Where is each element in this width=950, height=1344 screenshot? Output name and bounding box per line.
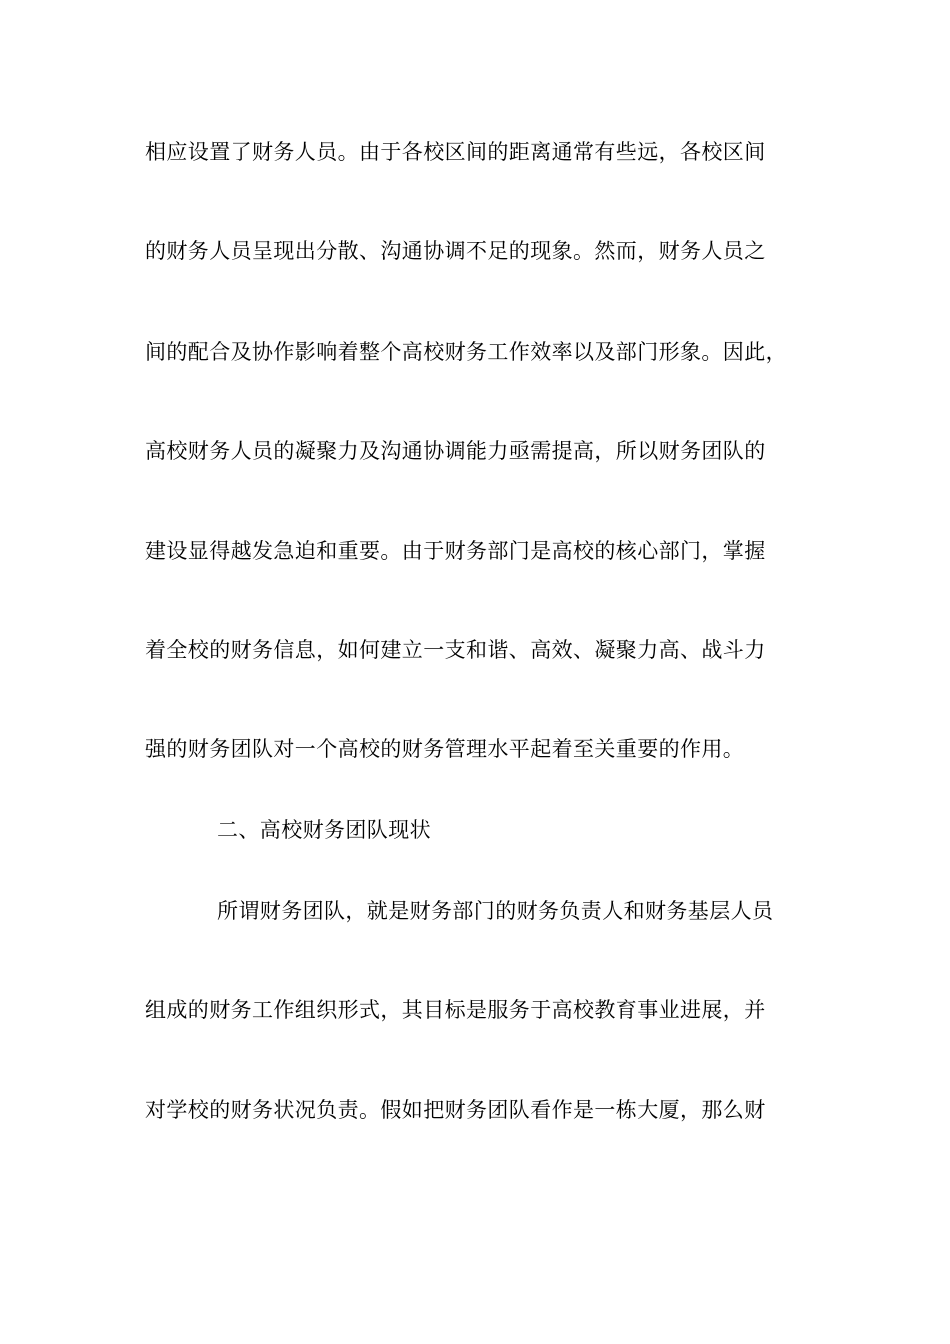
section-heading: 二、高校财务团队现状 [217,818,431,842]
paragraph-line: 对学校的财务状况负责。假如把财务团队看作是一栋大厦，那么财 [145,1098,766,1122]
paragraph-line: 相应设置了财务人员。由于各校区间的距离通常有些远，各校区间 [145,140,766,164]
paragraph-line: 建设显得越发急迫和重要。由于财务部门是高校的核心部门，掌握 [145,539,766,563]
paragraph-line: 的财务人员呈现出分散、沟通协调不足的现象。然而，财务人员之 [145,239,766,263]
paragraph-line: 所谓财务团队，就是财务部门的财务负责人和财务基层人员 [217,899,774,923]
paragraph-line: 高校财务人员的凝聚力及沟通协调能力亟需提高，所以财务团队的 [145,439,766,463]
paragraph-line: 着全校的财务信息，如何建立一支和谐、高效、凝聚力高、战斗力 [145,638,766,662]
paragraph-line: 强的财务团队对一个高校的财务管理水平起着至关重要的作用。 [145,737,745,761]
paragraph-line: 间的配合及协作影响着整个高校财务工作效率以及部门形象。因此， [145,340,787,364]
paragraph-line: 组成的财务工作组织形式，其目标是服务于高校教育事业进展，并 [145,998,766,1022]
